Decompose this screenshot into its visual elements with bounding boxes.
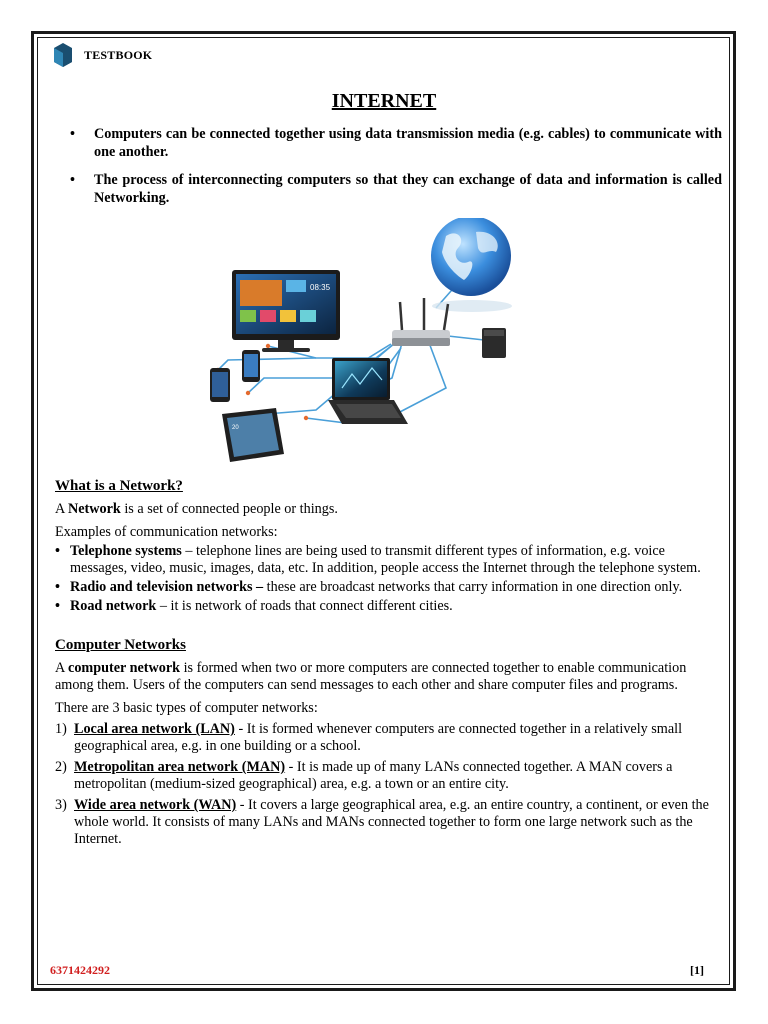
intro-bullet [70, 171, 722, 207]
numbered-item [55, 721, 715, 755]
smartphone-icon [210, 368, 230, 402]
item-number: 3) [55, 797, 67, 813]
testbook-logo-icon [52, 42, 74, 68]
network-definition [55, 501, 715, 518]
footer-phone-number: 6371424292 [50, 963, 110, 977]
intro-bullet-text: The process of interconnecting computers so that they can exchange of data and information is called Networking. [94, 172, 722, 206]
page-title: INTERNET [331, 90, 437, 112]
intro-bullet-text: Computers can be connected together using data transmission media (e.g. cables) to communicate with one another. [94, 126, 722, 160]
storage-device-icon [482, 328, 506, 358]
brand-name: TESTBOOK [84, 47, 153, 62]
item-text: these are broadcast networks that carry information in one direction only. [263, 579, 683, 595]
item-term: Metropolitan area network (MAN) [74, 759, 286, 775]
network-illustration [196, 218, 542, 466]
brand-header [52, 42, 152, 68]
svg-text:08:35: 08:35 [310, 283, 331, 292]
item-term: Road network [70, 598, 157, 614]
main-content [55, 478, 715, 852]
list-item [55, 598, 715, 615]
item-term: Local area network (LAN) [74, 721, 235, 737]
item-term: Radio and television networks – [70, 579, 264, 595]
item-number: 1) [55, 721, 67, 737]
item-text: - It covers a large geographical area, e.g. an entire country, a continent, or even the whole world. It consists of many LANs and MANs connected together to form one large network such as the Internet. [74, 797, 709, 847]
item-term: Telephone systems [70, 543, 182, 559]
section-heading-computer-networks: Computer Networks [55, 637, 186, 653]
bullet-icon: • [70, 126, 75, 142]
item-text: – it is network of roads that connect different cities. [156, 598, 453, 614]
definition-term: computer network [68, 660, 181, 676]
bullet-icon: • [55, 543, 60, 559]
numbered-item [55, 759, 715, 793]
computer-network-definition [55, 660, 715, 694]
numbered-item [55, 797, 715, 848]
bullet-icon: • [70, 172, 75, 188]
laptop-icon [328, 358, 408, 424]
list-item [55, 543, 715, 577]
list-item [55, 579, 715, 596]
item-number: 2) [55, 759, 67, 775]
examples-intro: Examples of communication networks: [55, 524, 278, 540]
section-heading-network: What is a Network? [55, 478, 183, 494]
item-text: – telephone lines are being used to transmit different types of information, e.g. voice messages, video, music, images, data, etc. In addition, people access the Internet through the telephone system. [70, 543, 701, 576]
intro-bullet-list [70, 125, 722, 217]
definition-text: is a set of connected people or things. [120, 501, 338, 517]
bullet-icon: • [55, 598, 60, 614]
page-number: [1] [690, 963, 704, 977]
intro-bullet [70, 125, 722, 161]
definition-term: Network [68, 501, 121, 517]
svg-text:20: 20 [232, 425, 239, 431]
monitor-icon [232, 270, 340, 352]
definition-text: is formed when two or more computers are connected together to enable communication among them. Users of the computers can send messages to each other and share computer files and programs. [55, 660, 687, 693]
definition-prefix: A [55, 501, 69, 517]
definition-prefix: A [55, 660, 69, 676]
item-text: - It is made up of many LANs connected together. A MAN covers a metropolitan (medium-sized geographical) area, e.g. a town or an entire city. [74, 759, 673, 792]
tablet-icon [222, 408, 284, 462]
smartphone-icon [242, 350, 260, 382]
bullet-icon: • [55, 579, 60, 595]
types-intro: There are 3 basic types of computer networks: [55, 700, 318, 716]
globe-icon [431, 218, 512, 312]
item-text: - It is formed whenever computers are connected together in a relatively small geographical area, e.g. in one building or a school. [74, 721, 683, 754]
item-term: Wide area network (WAN) [74, 797, 237, 813]
